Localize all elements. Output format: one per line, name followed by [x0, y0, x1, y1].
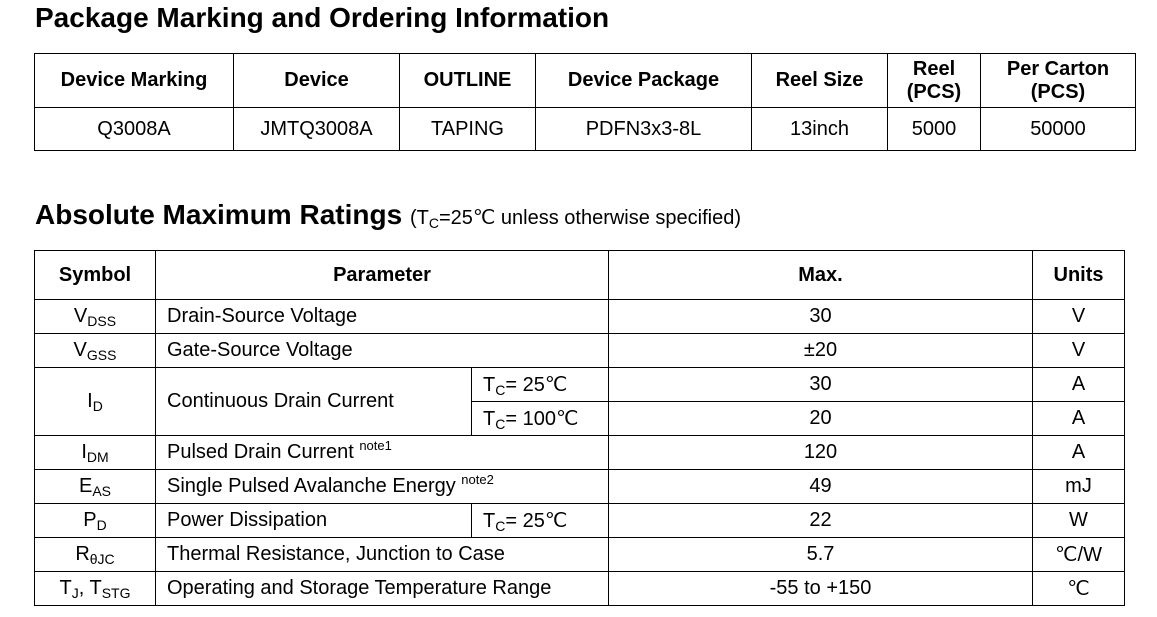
cell-outline: TAPING	[400, 108, 536, 151]
unit-pd: W	[1033, 504, 1125, 538]
unit-tj-tstg: ℃	[1033, 572, 1125, 606]
param-vdss: Drain-Source Voltage	[156, 300, 609, 334]
param-vgss: Gate-Source Voltage	[156, 334, 609, 368]
header-device-package: Device Package	[536, 54, 752, 108]
max-vdss: 30	[609, 300, 1033, 334]
symbol-rth: $R_{\theta JC}$	[35, 538, 156, 572]
max-idm: 120	[609, 436, 1033, 470]
cond-id-25: $T_C=$ 25℃	[472, 368, 609, 402]
cell-device-marking: Q3008A	[35, 108, 234, 151]
unit-rth: ℃/W	[1033, 538, 1125, 572]
table-row	[35, 572, 1125, 606]
max-vgss: ±20	[609, 334, 1033, 368]
table-header-row	[35, 54, 1136, 108]
unit-vdss: V	[1033, 300, 1125, 334]
cond-pd: $T_C=$ 25℃	[472, 504, 609, 538]
max-id-100: 20	[609, 402, 1033, 436]
header-reel-pcs: Reel (PCS)	[888, 54, 981, 108]
symbol-eas: $E_{AS}$	[35, 470, 156, 504]
symbol-idm: $I_{DM}$	[35, 436, 156, 470]
header-per-carton: Per Carton (PCS)	[981, 54, 1136, 108]
symbol-tj-tstg: $T_J$, $T_{STG}$	[35, 572, 156, 606]
unit-idm: A	[1033, 436, 1125, 470]
table-row	[35, 538, 1125, 572]
header-max: Max.	[609, 251, 1033, 300]
max-eas: 49	[609, 470, 1033, 504]
unit-vgss: V	[1033, 334, 1125, 368]
table-row	[35, 470, 1125, 504]
header-reel-size: Reel Size	[752, 54, 888, 108]
symbol-vdss: $V_{DSS}$	[35, 300, 156, 334]
table-row	[35, 504, 1125, 538]
header-parameter: Parameter	[156, 251, 609, 300]
table-row	[35, 334, 1125, 368]
table-row	[35, 300, 1125, 334]
table-row	[35, 368, 1125, 402]
cell-per-carton: 50000	[981, 108, 1136, 151]
symbol-vgss: $V_{GSS}$	[35, 334, 156, 368]
max-tj-tstg: -55 to +150	[609, 572, 1033, 606]
max-pd: 22	[609, 504, 1033, 538]
param-pd: Power Dissipation	[156, 504, 472, 538]
max-id-25: 30	[609, 368, 1033, 402]
ratings-condition: ($T_C=25℃$ unless otherwise specified)	[409, 207, 742, 231]
param-eas: Single Pulsed Avalanche Energy $^{note2}$	[156, 470, 609, 504]
param-id: Continuous Drain Current	[156, 368, 472, 436]
ratings-title: Absolute Maximum Ratings	[35, 199, 403, 230]
param-tj-tstg: Operating and Storage Temperature Range	[156, 572, 609, 606]
symbol-id: $I_D$	[35, 368, 156, 436]
header-device: Device	[234, 54, 400, 108]
max-rth: 5.7	[609, 538, 1033, 572]
cell-device-package: PDFN3x3-8L	[536, 108, 752, 151]
header-symbol: Symbol	[35, 251, 156, 300]
table-row	[35, 436, 1125, 470]
ratings-heading	[35, 199, 741, 231]
header-device-marking: Device Marking	[35, 54, 234, 108]
unit-id-25: A	[1033, 368, 1125, 402]
cell-reel-size: 13inch	[752, 108, 888, 151]
symbol-pd: $P_D$	[35, 504, 156, 538]
ordering-title: Package Marking and Ordering Information	[35, 2, 610, 33]
ratings-table	[34, 250, 1125, 606]
ordering-table	[34, 53, 1136, 151]
unit-eas: mJ	[1033, 470, 1125, 504]
param-rth: Thermal Resistance, Junction to Case	[156, 538, 609, 572]
cell-device: JMTQ3008A	[234, 108, 400, 151]
table-header-row	[35, 251, 1125, 300]
header-outline: OUTLINE	[400, 54, 536, 108]
header-units: Units	[1033, 251, 1125, 300]
param-idm: Pulsed Drain Current $^{note1}$	[156, 436, 609, 470]
table-row	[35, 108, 1136, 151]
cond-id-100: $T_C=$ 100℃	[472, 402, 609, 436]
unit-id-100: A	[1033, 402, 1125, 436]
cell-reel-pcs: 5000	[888, 108, 981, 151]
